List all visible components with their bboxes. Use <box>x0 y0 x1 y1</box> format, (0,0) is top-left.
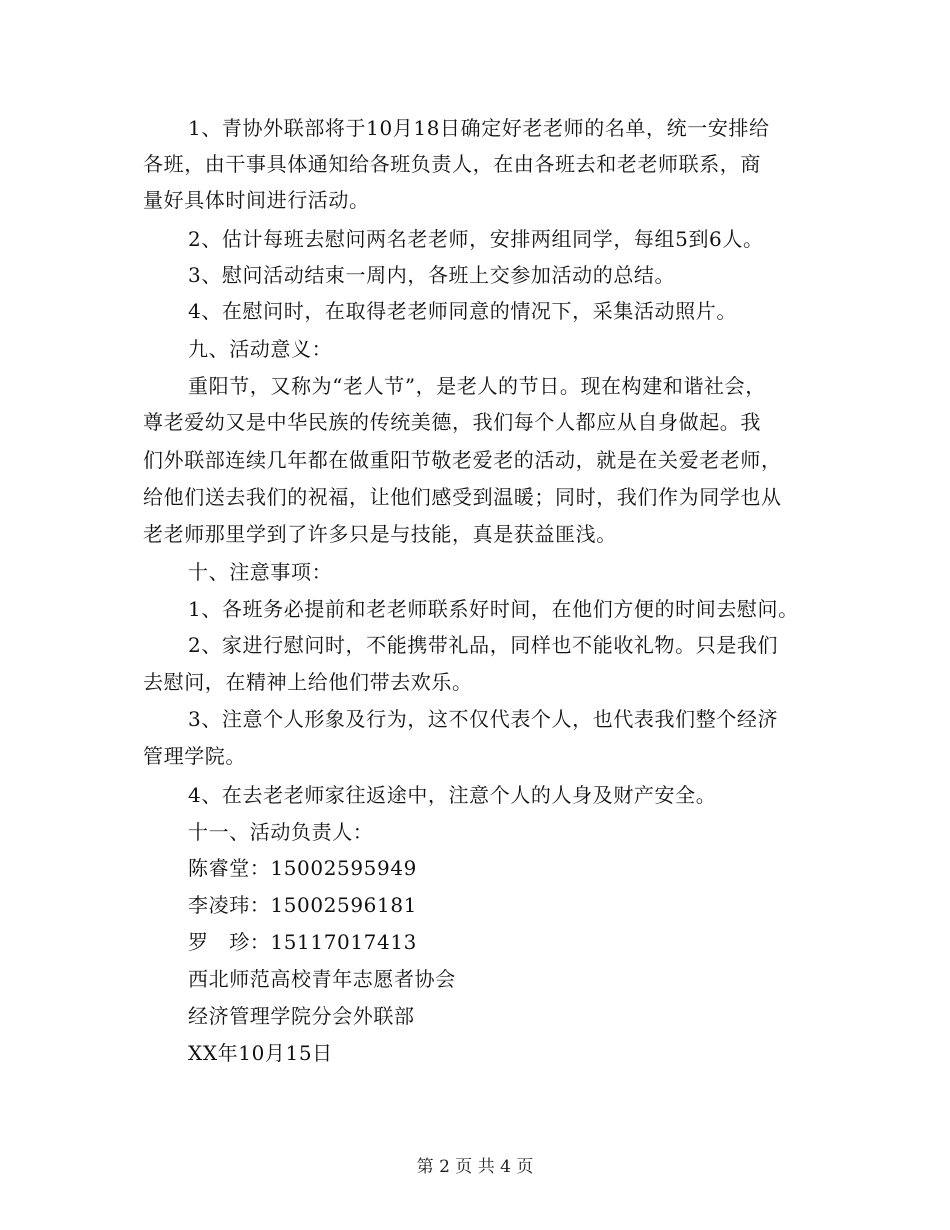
contact-line: 李凌玮：15002596181 <box>188 893 417 917</box>
text-line: 4、在去老老师家往返途中，注意个人的人身及财产安全。 <box>188 783 717 807</box>
section-heading: 十一、活动负责人： <box>188 820 374 844</box>
date-line: XX年10月15日 <box>188 1041 333 1065</box>
text-line: 2、估计每班去慰问两名老老师，安排两组同学，每组5到6人。 <box>188 227 764 251</box>
text-line: 3、注意个人形象及行为，这不仅代表个人，也代表我们整个经济 <box>188 707 779 731</box>
text-line: 2、家进行慰问时，不能携带礼品，同样也不能收礼物。只是我们 <box>188 633 779 657</box>
page-number: 第 2 页 共 4 页 <box>416 1157 534 1177</box>
text-line: 量好具体时间进行活动。 <box>143 188 370 212</box>
text-line: 去慰问，在精神上给他们带去欢乐。 <box>143 670 473 694</box>
department-line: 经济管理学院分会外联部 <box>188 1004 415 1028</box>
text-line: 4、在慰问时，在取得老老师同意的情况下，采集活动照片。 <box>188 299 737 323</box>
text-line: 管理学院。 <box>143 744 246 768</box>
section-heading: 十、注意事项： <box>188 560 333 584</box>
text-line: 1、青协外联部将于10月18日确定好老老师的名单，统一安排给 <box>188 116 770 140</box>
text-line: 给他们送去我们的祝福，让他们感受到温暖；同时，我们作为同学也从 <box>143 485 782 509</box>
text-line: 1、各班务必提前和老老师联系好时间，在他们方便的时间去慰问。 <box>188 597 799 621</box>
text-line: 老老师那里学到了许多只是与技能，真是获益匪浅。 <box>143 522 617 546</box>
text-line: 3、慰问活动结束一周内，各班上交参加活动的总结。 <box>188 263 676 287</box>
text-line: 们外联部连续几年都在做重阳节敬老爱老的活动，就是在关爱老老师， <box>143 448 782 472</box>
text-line: 尊老爱幼又是中华民族的传统美德，我们每个人都应从自身做起。我 <box>143 410 761 434</box>
contact-line: 罗 珍：15117017413 <box>188 930 417 954</box>
organization-line: 西北师范高校青年志愿者协会 <box>188 967 456 991</box>
text-line: 重阳节，又称为“老人节”，是老人的节日。现在构建和谐社会， <box>188 374 766 398</box>
contact-line: 陈睿堂：15002595949 <box>188 856 417 880</box>
section-heading: 九、活动意义： <box>188 337 333 361</box>
text-line: 各班，由干事具体通知给各班负责人，在由各班去和老老师联系，商 <box>143 152 761 176</box>
